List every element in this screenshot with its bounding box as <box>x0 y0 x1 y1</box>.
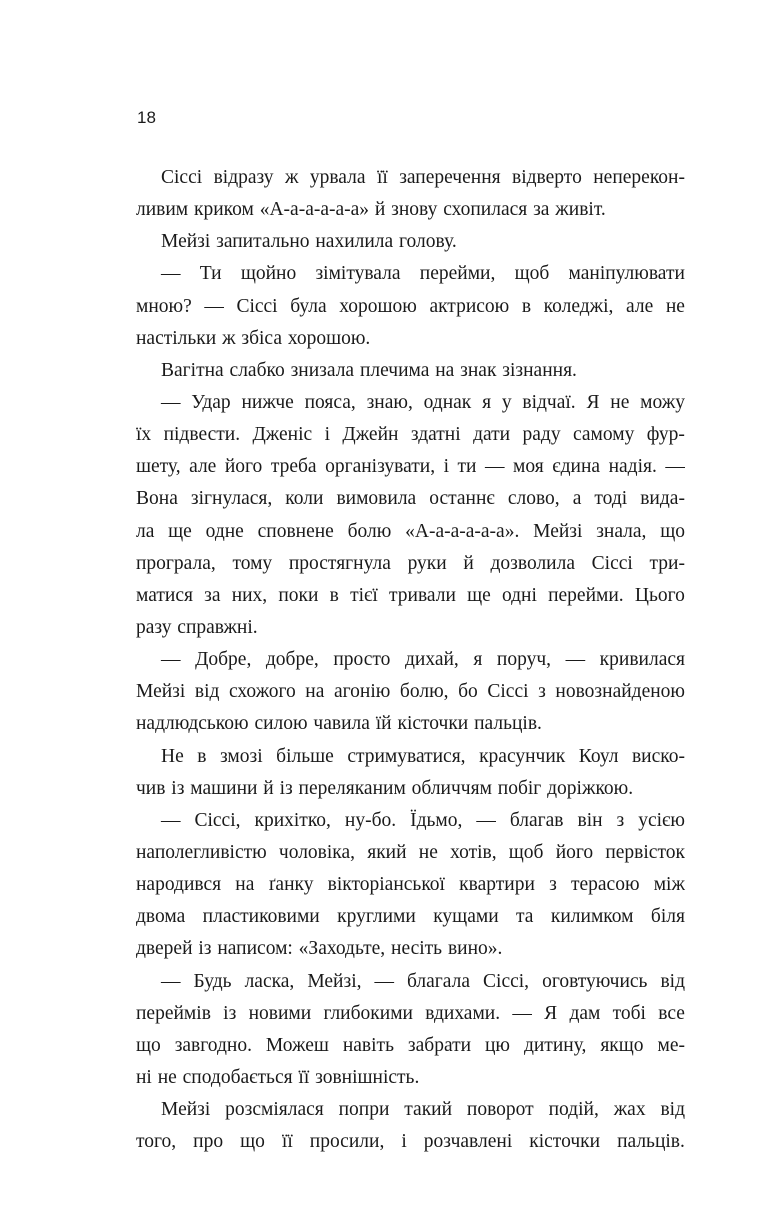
text-line: народився на ґанку вікторіанської квартири з терасою між <box>136 874 685 896</box>
text-line: двома пластиковими круглими кущами та килимком біля <box>136 906 685 928</box>
text-line: Мейзі розсміялася попри такий поворот подій, жах від <box>161 1099 685 1121</box>
text-line: — Ти щойно зімітувала перейми, щоб маніпулювати <box>161 263 685 285</box>
text-line: ливим криком «А-а-а-а-а-а» й знову схопилася за живіт. <box>136 199 606 221</box>
text-line: разу справжні. <box>136 616 258 638</box>
text-line: чив із машини й із переляканим обличчям побіг доріжкою. <box>136 777 634 799</box>
text-line: настільки ж збіса хорошою. <box>136 327 371 349</box>
text-line: переймів із новими глибокими вдихами. — Я дам тобі все <box>136 1002 685 1024</box>
text-line: дверей із написом: «Заходьте, несіть вино». <box>136 938 503 960</box>
text-line: матися за них, поки в тієї тривали ще одні перейми. Цього <box>136 584 685 606</box>
text-line: Сіссі відразу ж урвала її заперечення відверто неперекон- <box>161 167 685 188</box>
text-line: їх підвести. Дженіс і Джейн здатні дати раду самому фур- <box>136 424 685 446</box>
text-line: ні не сподобається її зовнішність. <box>136 1066 420 1088</box>
text-line: того, про що її просили, і розчавлені кісточки пальців. <box>136 1131 685 1153</box>
body-text <box>136 162 685 1158</box>
text-line: — Сіссі, крихітко, ну-бо. Їдьмо, — благав він з усією <box>161 809 685 831</box>
text-line: надлюдською силою чавила їй кісточки пальців. <box>136 713 542 735</box>
text-line: ла ще одне сповнене болю «А-а-а-а-а-а». Мейзі знала, що <box>136 520 685 542</box>
text-line: Мейзі від схожого на агонію болю, бо Сіссі з новознайденою <box>136 681 685 703</box>
page-number: 18 <box>137 108 156 127</box>
text-line: що завгодно. Можеш навіть забрати цю дитину, якщо ме- <box>136 1034 685 1056</box>
text-line: Не в змозі більше стримуватися, красунчик Коул виско- <box>161 745 685 767</box>
text-line: мною? — Сіссі була хорошою актрисою в коледжі, але не <box>136 295 685 317</box>
text-line: Мейзі запитально нахилила голову. <box>161 231 457 253</box>
text-line: — Удар нижче пояса, знаю, однак я у відчаї. Я не можу <box>161 391 685 413</box>
text-line: програла, тому простягнула руки й дозволила Сіссі три- <box>136 552 685 574</box>
text-line: наполегливістю чоловіка, який не хотів, щоб його первісток <box>136 841 685 863</box>
text-line: — Будь ласка, Мейзі, — благала Сіссі, оговтуючись від <box>161 970 685 992</box>
text-line: — Добре, добре, просто дихай, я поруч, — кривилася <box>161 649 685 671</box>
text-line: шету, але його треба організувати, і ти — моя єдина надія. — <box>136 456 685 478</box>
text-line: Вагітна слабко знизала плечима на знак зізнання. <box>161 359 577 381</box>
text-line: Вона зігнулася, коли вимовила останнє слово, а тоді вида- <box>136 488 685 510</box>
